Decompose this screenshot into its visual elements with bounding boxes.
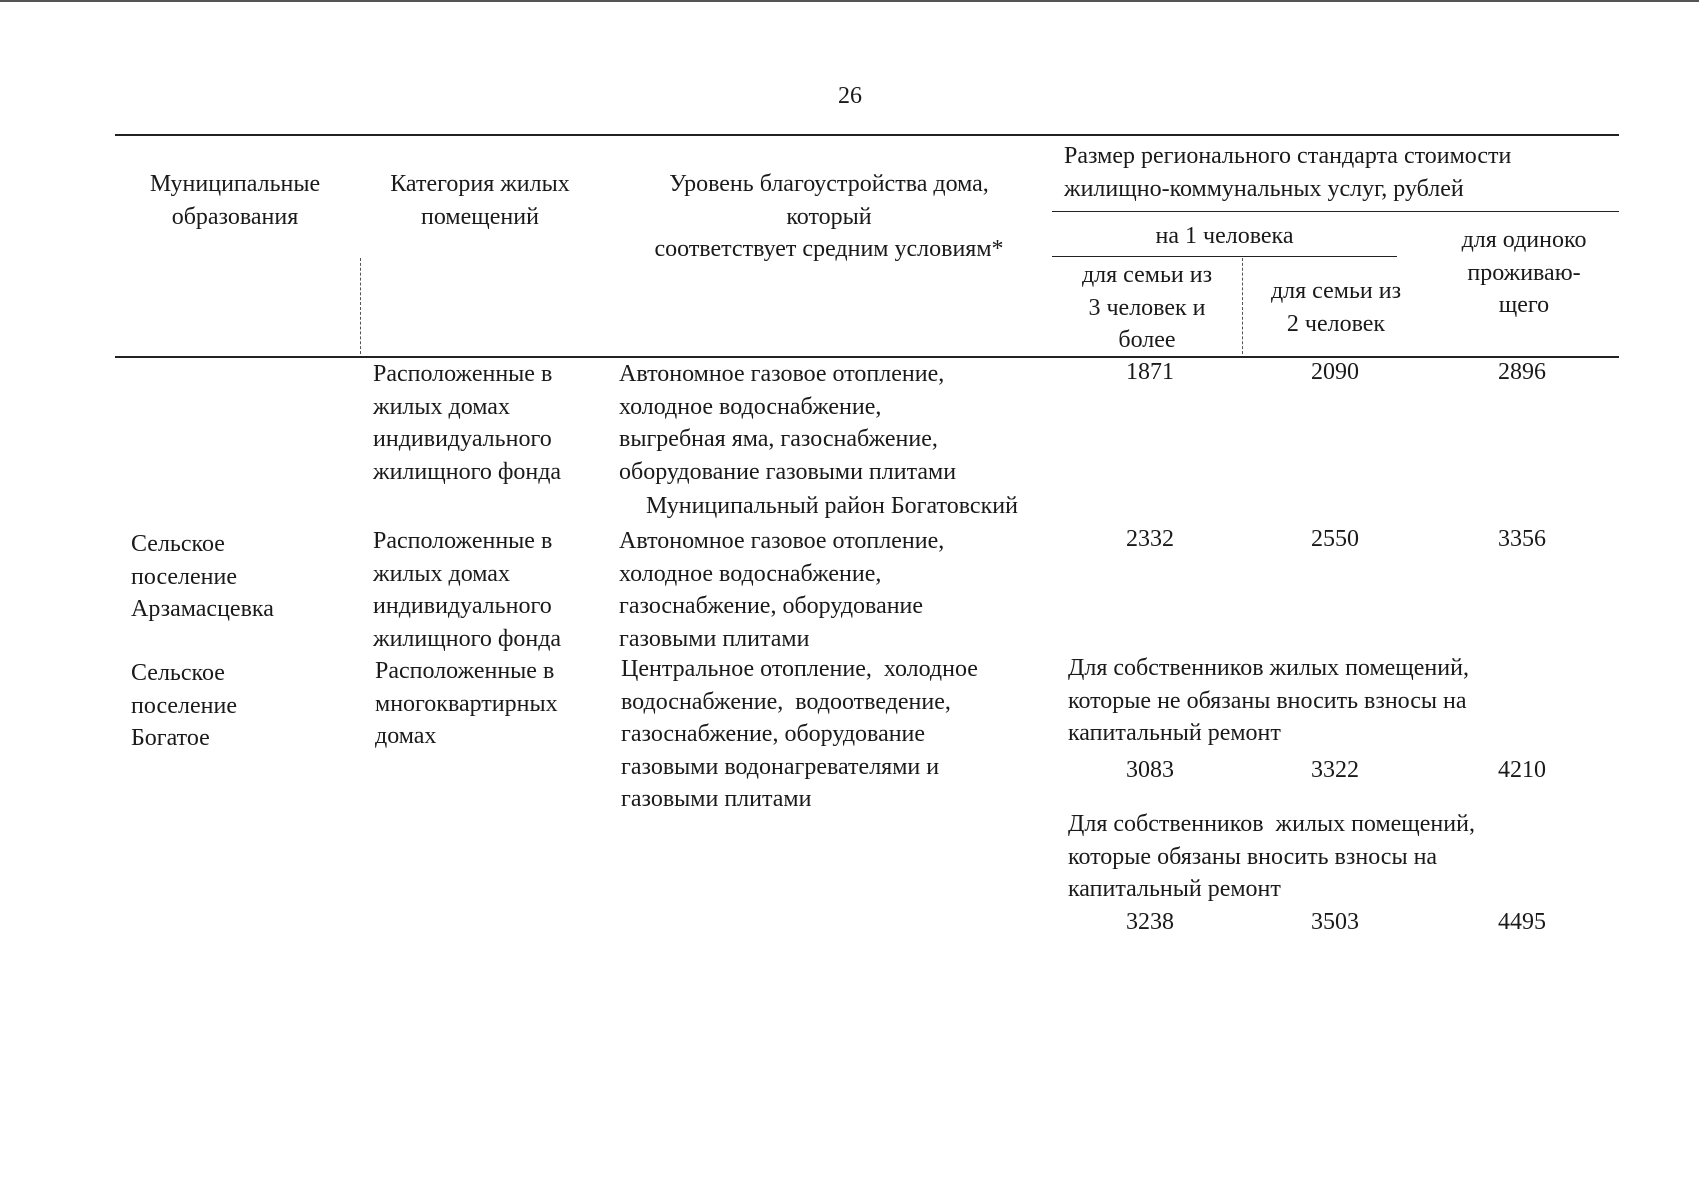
- row1-value-family2: 2090: [1311, 359, 1359, 385]
- header-level: Уровень благоустройства дома, который соответствует средним условиям*: [654, 171, 1004, 262]
- section-title: Муниципальный район Богатовский: [646, 493, 1018, 519]
- header-family-2: для семьи из 2 человек: [1270, 278, 1402, 337]
- row3-a-value-family3: 3083: [1126, 757, 1174, 783]
- row1-level: Автономное газовое отопление, холодное водоснабжение, выгребная яма, газоснабжение, оборудование газовыми плитами: [619, 361, 957, 485]
- row2-municipality: Сельское поселение Арзамасцевка: [131, 531, 274, 622]
- per-person-rule: [1052, 256, 1397, 257]
- row3-category: Расположенные в многоквартирных домах: [375, 658, 558, 749]
- scan-top-edge: [0, 0, 1699, 2]
- row2-category: Расположенные в жилых домах индивидуального жилищного фонда: [373, 528, 562, 652]
- row3-level: Центральное отопление, холодное водоснабжение, водоотведение, газоснабжение, оборудование газовыми водонагревателями и газовыми плитами: [621, 656, 978, 812]
- group-header-rule: [1052, 211, 1619, 212]
- row2-value-family2: 2550: [1311, 526, 1359, 552]
- header-category: Категория жилых помещений: [390, 171, 570, 230]
- row2-value-family3: 2332: [1126, 526, 1174, 552]
- row3-b-value-single: 4495: [1498, 909, 1546, 935]
- header-single: для одиноко проживаю- щего: [1461, 227, 1587, 318]
- row3-b-value-family3: 3238: [1126, 909, 1174, 935]
- column-divider: [360, 258, 361, 354]
- header-municipality: Муниципальные образования: [149, 171, 321, 230]
- row1-value-family3: 1871: [1126, 359, 1174, 385]
- row3-a-value-family2: 3322: [1311, 757, 1359, 783]
- row1-value-single: 2896: [1498, 359, 1546, 385]
- row2-value-single: 3356: [1498, 526, 1546, 552]
- row3-municipality: Сельское поселение Богатое: [131, 660, 238, 751]
- subheader-divider: [1242, 258, 1243, 354]
- table-top-rule: [115, 134, 1619, 136]
- row1-category: Расположенные в жилых домах индивидуального жилищного фонда: [373, 361, 562, 485]
- header-standard-size: Размер регионального стандарта стоимости жилищно-коммунальных услуг, рублей: [1064, 143, 1512, 202]
- row3-a-value-single: 4210: [1498, 757, 1546, 783]
- header-per-person: на 1 человека: [1155, 223, 1294, 249]
- row2-level: Автономное газовое отопление, холодное водоснабжение, газоснабжение, оборудование газовыми плитами: [619, 528, 945, 652]
- row3-b-value-family2: 3503: [1311, 909, 1359, 935]
- row3-note-capital-repair: Для собственников жилых помещений, которые обязаны вносить взносы на капитальный ремонт: [1068, 811, 1475, 902]
- page-number: 26: [838, 83, 862, 109]
- header-family-3: для семьи из 3 человек и более: [1081, 262, 1213, 353]
- row3-note-no-capital-repair: Для собственников жилых помещений, которые не обязаны вносить взносы на капитальный ремонт: [1068, 655, 1469, 746]
